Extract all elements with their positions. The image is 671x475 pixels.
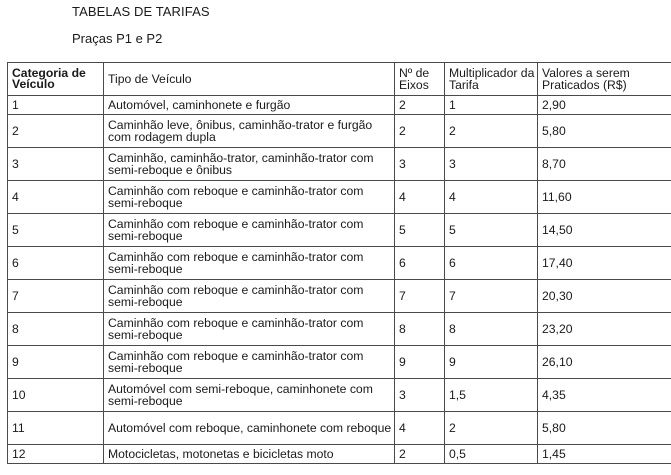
table-row (8, 115, 671, 148)
cell-valor: 4,35 (538, 379, 671, 412)
cell-eixos: 3 (395, 148, 445, 181)
page-title: TABELAS DE TARIFAS (72, 4, 210, 19)
table-row (8, 379, 671, 412)
cell-valor: 8,70 (538, 148, 671, 181)
cell-multiplicador: 9 (445, 346, 538, 379)
cell-valor: 23,20 (538, 313, 671, 346)
table-row (8, 96, 671, 115)
cell-eixos: 8 (395, 313, 445, 346)
cell-categoria: 1 (8, 96, 104, 115)
cell-categoria: 8 (8, 313, 104, 346)
page-subtitle: Praças P1 e P2 (72, 31, 163, 46)
cell-tipo: Caminhão com reboque e caminhão-trator com semi-reboque (104, 214, 395, 247)
tariff-table (7, 62, 671, 464)
cell-valor: 26,10 (538, 346, 671, 379)
table-row (8, 181, 671, 214)
cell-multiplicador: 1 (445, 96, 538, 115)
table-row (8, 313, 671, 346)
cell-tipo: Motocicletas, motonetas e bicicletas moto (104, 445, 395, 464)
cell-tipo: Caminhão leve, ônibus, caminhão-trator e furgão com rodagem dupla (104, 115, 395, 148)
cell-eixos: 5 (395, 214, 445, 247)
cell-tipo: Caminhão com reboque e caminhão-trator com semi-reboque (104, 247, 395, 280)
cell-multiplicador: 3 (445, 148, 538, 181)
cell-valor: 2,90 (538, 96, 671, 115)
cell-eixos: 4 (395, 412, 445, 445)
cell-eixos: 9 (395, 346, 445, 379)
cell-categoria: 10 (8, 379, 104, 412)
cell-valor: 14,50 (538, 214, 671, 247)
column-header-categoria: Categoria de Veículo (8, 63, 104, 96)
table-row (8, 280, 671, 313)
table-row (8, 445, 671, 464)
cell-tipo: Caminhão, caminhão-trator, caminhão-trator com semi-reboque e ônibus (104, 148, 395, 181)
cell-eixos: 7 (395, 280, 445, 313)
cell-eixos: 2 (395, 445, 445, 464)
table-row (8, 148, 671, 181)
cell-categoria: 7 (8, 280, 104, 313)
table-row (8, 412, 671, 445)
cell-eixos: 3 (395, 379, 445, 412)
cell-multiplicador: 2 (445, 412, 538, 445)
table-row (8, 346, 671, 379)
cell-tipo: Automóvel com reboque, caminhonete com reboque (104, 412, 395, 445)
cell-multiplicador: 5 (445, 214, 538, 247)
cell-eixos: 2 (395, 115, 445, 148)
cell-multiplicador: 4 (445, 181, 538, 214)
cell-multiplicador: 2 (445, 115, 538, 148)
cell-categoria: 11 (8, 412, 104, 445)
cell-multiplicador: 8 (445, 313, 538, 346)
cell-eixos: 4 (395, 181, 445, 214)
cell-multiplicador: 0,5 (445, 445, 538, 464)
column-header-eixos: Nº de Eixos (395, 63, 445, 96)
cell-tipo: Caminhão com reboque e caminhão-trator com semi-reboque (104, 346, 395, 379)
cell-categoria: 2 (8, 115, 104, 148)
cell-categoria: 6 (8, 247, 104, 280)
cell-categoria: 5 (8, 214, 104, 247)
cell-tipo: Caminhão com reboque e caminhão-trator com semi-reboque (104, 313, 395, 346)
column-header-tipo: Tipo de Veículo (104, 63, 395, 96)
cell-eixos: 2 (395, 96, 445, 115)
table-row (8, 214, 671, 247)
cell-multiplicador: 7 (445, 280, 538, 313)
table-header-row (8, 63, 671, 96)
cell-valor: 11,60 (538, 181, 671, 214)
cell-categoria: 4 (8, 181, 104, 214)
cell-eixos: 6 (395, 247, 445, 280)
cell-valor: 20,30 (538, 280, 671, 313)
cell-tipo: Automóvel com semi-reboque, caminhonete com semi-reboque (104, 379, 395, 412)
cell-categoria: 9 (8, 346, 104, 379)
column-header-multiplicador: Multiplicador da Tarifa (445, 63, 538, 96)
table-body (8, 96, 671, 464)
cell-categoria: 3 (8, 148, 104, 181)
cell-valor: 17,40 (538, 247, 671, 280)
cell-tipo: Caminhão com reboque e caminhão-trator com semi-reboque (104, 280, 395, 313)
cell-tipo: Automóvel, caminhonete e furgão (104, 96, 395, 115)
cell-valor: 5,80 (538, 115, 671, 148)
cell-valor: 5,80 (538, 412, 671, 445)
cell-multiplicador: 1,5 (445, 379, 538, 412)
column-header-valores: Valores a serem Praticados (R$) (538, 63, 671, 96)
table-row (8, 247, 671, 280)
cell-multiplicador: 6 (445, 247, 538, 280)
cell-categoria: 12 (8, 445, 104, 464)
cell-valor: 1,45 (538, 445, 671, 464)
cell-tipo: Caminhão com reboque e caminhão-trator com semi-reboque (104, 181, 395, 214)
